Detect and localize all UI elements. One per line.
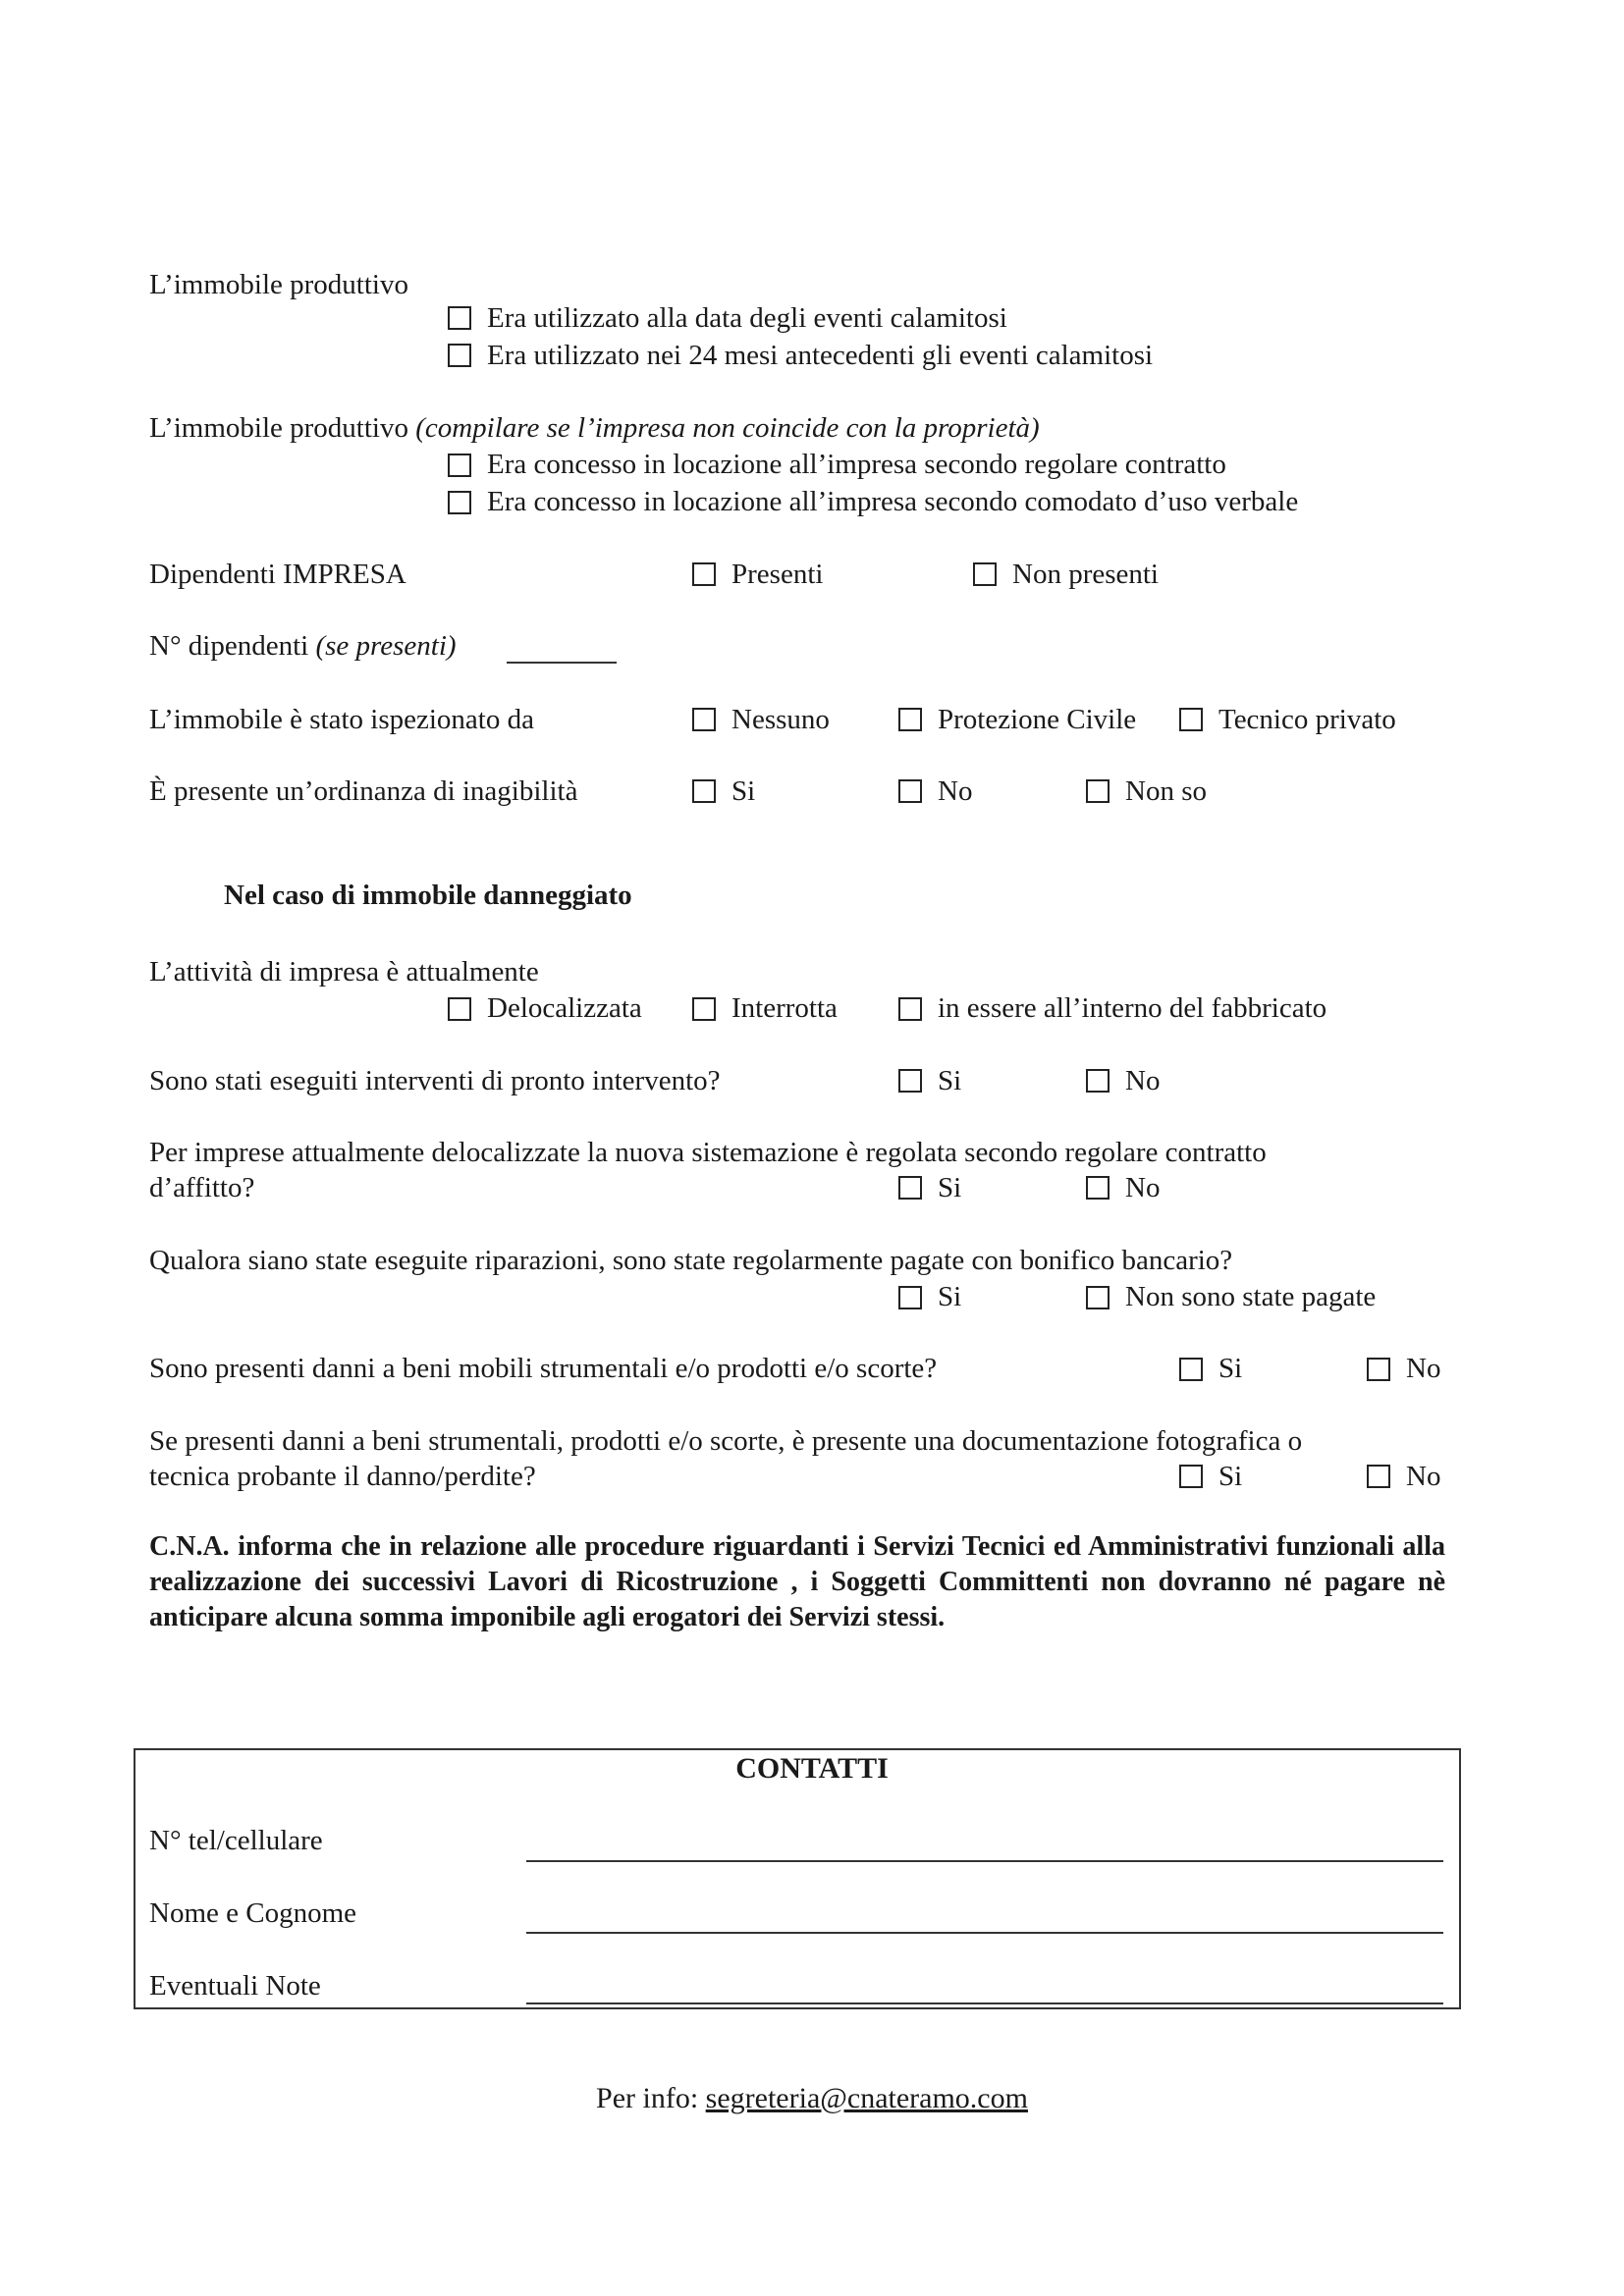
attivita-interrotta-checkbox[interactable] (692, 997, 716, 1021)
ordinanza-no-label: No (938, 775, 973, 807)
ispezione-protezione-civile-checkbox[interactable] (898, 708, 922, 731)
contact-name-label: Nome e Cognome (149, 1897, 357, 1929)
dipendenti-presenti-label: Presenti (731, 559, 824, 590)
contact-phone-input[interactable] (526, 1860, 1443, 1862)
q2-label: L’immobile produttivo (149, 412, 408, 444)
ordinanza-no-checkbox[interactable] (898, 779, 922, 803)
attivita-delocalizzata-checkbox[interactable] (448, 997, 471, 1021)
pronto-intervento-si-checkbox[interactable] (898, 1069, 922, 1093)
documentazione-label-line2: tecnica probante il danno/perdite? (149, 1461, 536, 1492)
riparazioni-non-pagate-label: Non sono state pagate (1125, 1281, 1377, 1312)
dipendenti-non-presenti-checkbox[interactable] (973, 562, 997, 586)
contact-phone-label: N° tel/cellulare (149, 1825, 323, 1856)
footer-prefix: Per info: (596, 2082, 706, 2114)
n-dipendenti-label: N° dipendenti (149, 630, 316, 662)
q2-option-1-checkbox[interactable] (448, 454, 471, 477)
q1-label: L’immobile produttivo (149, 269, 408, 300)
beni-mobili-no-label: No (1406, 1353, 1441, 1384)
pronto-intervento-no-checkbox[interactable] (1086, 1069, 1110, 1093)
q2-option-1-label: Era concesso in locazione all’impresa secondo regolare contratto (487, 449, 1226, 480)
contact-notes-input[interactable] (526, 2002, 1443, 2004)
documentazione-si-checkbox[interactable] (1179, 1465, 1203, 1488)
ordinanza-non-so-checkbox[interactable] (1086, 779, 1110, 803)
attivita-interrotta-label: Interrotta (731, 992, 838, 1024)
delocalizzate-no-label: No (1125, 1172, 1161, 1203)
contact-notes-label: Eventuali Note (149, 1970, 321, 2002)
beni-mobili-si-checkbox[interactable] (1179, 1358, 1203, 1381)
danneggiato-heading: Nel caso di immobile danneggiato (224, 880, 632, 911)
riparazioni-si-checkbox[interactable] (898, 1286, 922, 1309)
ispezione-nessuno-label: Nessuno (731, 704, 830, 735)
ordinanza-si-checkbox[interactable] (692, 779, 716, 803)
attivita-delocalizzata-label: Delocalizzata (487, 992, 642, 1024)
q2-note: (compilare se l’impresa non coincide con la proprietà) (415, 412, 1040, 444)
q1-option-2-label: Era utilizzato nei 24 mesi antecedenti gli eventi calamitosi (487, 340, 1154, 371)
q1-option-2-checkbox[interactable] (448, 344, 471, 367)
pronto-intervento-no-label: No (1125, 1065, 1161, 1096)
contact-name-input[interactable] (526, 1932, 1443, 1934)
ordinanza-label: È presente un’ordinanza di inagibilità (149, 775, 578, 807)
documentazione-label-line1: Se presenti danni a beni strumentali, prodotti e/o scorte, è presente una documentazione fotografica o (149, 1425, 1303, 1457)
riparazioni-label: Qualora siano state eseguite riparazioni, sono state regolarmente pagate con bonifico bancario? (149, 1245, 1233, 1276)
n-dipendenti-input[interactable] (507, 662, 617, 664)
attivita-in-essere-checkbox[interactable] (898, 997, 922, 1021)
documentazione-no-checkbox[interactable] (1367, 1465, 1390, 1488)
delocalizzate-si-label: Si (938, 1172, 962, 1203)
documentazione-no-label: No (1406, 1461, 1441, 1492)
q2-option-2-checkbox[interactable] (448, 491, 471, 514)
n-dipendenti-note: (se presenti) (315, 630, 457, 662)
attivita-in-essere-label: in essere all’interno del fabbricato (938, 992, 1327, 1024)
delocalizzate-si-checkbox[interactable] (898, 1176, 922, 1200)
dipendenti-label: Dipendenti IMPRESA (149, 559, 406, 590)
footer-info (0, 2079, 1624, 2118)
delocalizzate-label-line2: d’affitto? (149, 1172, 255, 1203)
pronto-intervento-si-label: Si (938, 1065, 962, 1096)
cna-notice: C.N.A. informa che in relazione alle procedure riguardanti i Servizi Tecnici ed Amministrativi funzionali alla realizzazione dei successivi Lavori di Ricostruzione , i Soggetti Committenti non dovranno né pagare nè anticipare alcuna somma imponibile agli erogatori dei Servizi stessi. (149, 1531, 1445, 1632)
riparazioni-non-pagate-checkbox[interactable] (1086, 1286, 1110, 1309)
delocalizzate-label-line1: Per imprese attualmente delocalizzate la nuova sistemazione è regolata secondo regolare contratto (149, 1137, 1267, 1168)
ispezione-tecnico-privato-checkbox[interactable] (1179, 708, 1203, 731)
documentazione-si-label: Si (1218, 1461, 1243, 1492)
ispezione-tecnico-privato-label: Tecnico privato (1218, 704, 1396, 735)
attivita-label: L’attività di impresa è attualmente (149, 956, 539, 988)
q2-label-row (149, 410, 1040, 446)
dipendenti-non-presenti-label: Non presenti (1012, 559, 1159, 590)
pronto-intervento-label: Sono stati eseguiti interventi di pronto intervento? (149, 1065, 721, 1096)
ordinanza-non-so-label: Non so (1125, 775, 1207, 807)
delocalizzate-no-checkbox[interactable] (1086, 1176, 1110, 1200)
beni-mobili-si-label: Si (1218, 1353, 1243, 1384)
ispezione-nessuno-checkbox[interactable] (692, 708, 716, 731)
beni-mobili-label: Sono presenti danni a beni mobili strumentali e/o prodotti e/o scorte? (149, 1353, 938, 1384)
ordinanza-si-label: Si (731, 775, 756, 807)
q1-option-1-label: Era utilizzato alla data degli eventi calamitosi (487, 302, 1007, 334)
riparazioni-si-label: Si (938, 1281, 962, 1312)
footer-email-link[interactable]: segreteria@cnateramo.com (705, 2082, 1028, 2114)
q1-option-1-checkbox[interactable] (448, 306, 471, 330)
n-dipendenti-row (149, 628, 457, 664)
beni-mobili-no-checkbox[interactable] (1367, 1358, 1390, 1381)
ispezione-protezione-civile-label: Protezione Civile (938, 704, 1137, 735)
ispezione-label: L’immobile è stato ispezionato da (149, 704, 534, 735)
dipendenti-presenti-checkbox[interactable] (692, 562, 716, 586)
contacts-title: CONTATTI (735, 1752, 889, 1785)
q2-option-2-label: Era concesso in locazione all’impresa secondo comodato d’uso verbale (487, 486, 1299, 517)
